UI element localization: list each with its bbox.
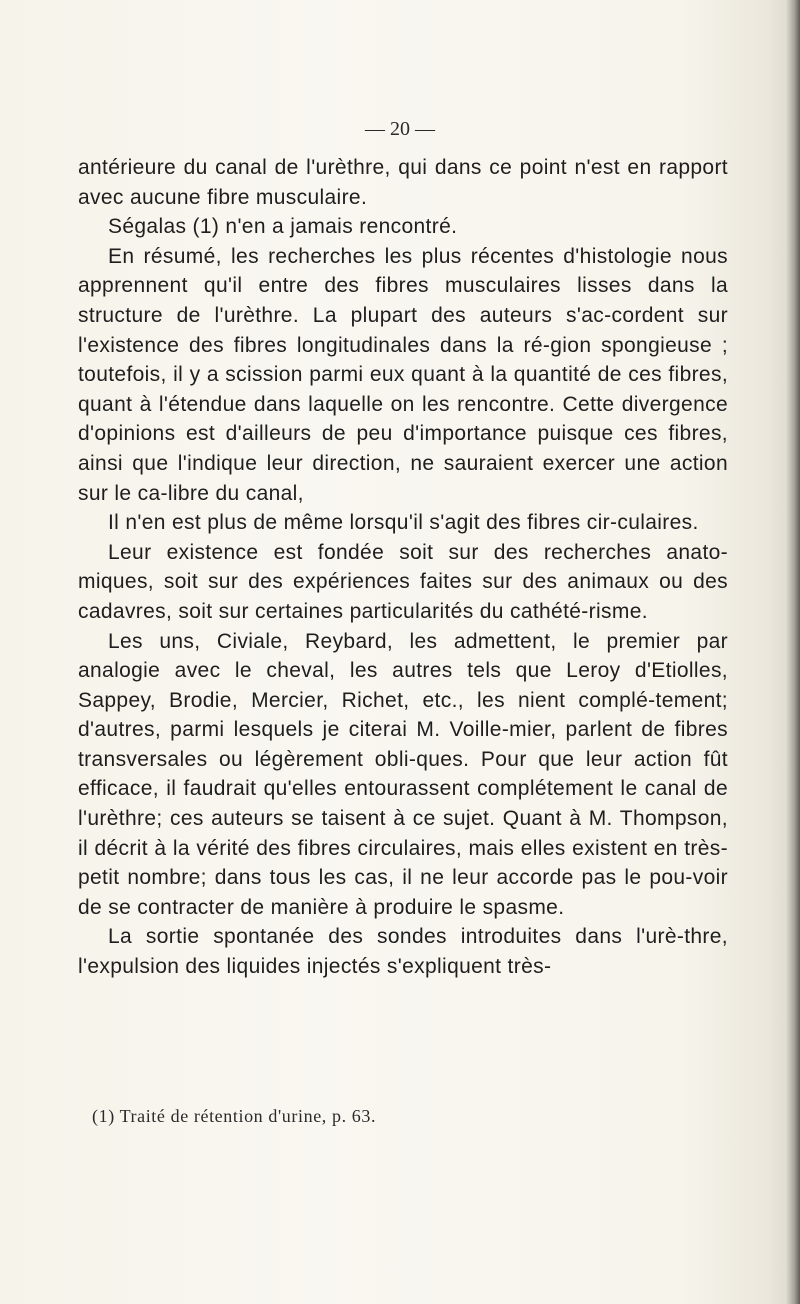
paragraph: antérieure du canal de l'urèthre, qui dans ce point n'est en rapport avec aucune fibre musculaire. <box>78 156 728 209</box>
paragraph: La sortie spontanée des sondes introduites dans l'urè-thre, l'expulsion des liquides injectés s'expliquent très- <box>78 925 728 979</box>
page-number: — 20 — <box>365 118 435 140</box>
paragraph: Les uns, Civiale, Reybard, les admettent, le premier par analogie avec le cheval, les autres tels que Leroy d'Etiolles, Sappey, Brodie, Mercier, Richet, etc., les nient complé-tement; d'autres, parmi lesquels je citerai M. Voille-mier, parlent de fibres transversales ou légèrement obli-ques. Pour que leur action fût efficace, il faudrait qu'elles entourassent complétement le canal de l'urèthre; ces auteurs se taisent à ce sujet. Quant à M. Thompson, il décrit à la vérité des fibres circulaires, mais elles existent en très-petit nombre; dans tous les cas, il ne leur accorde pas le pou-voir de se contracter de manière à produire le spasme. <box>78 629 728 919</box>
paragraph: Leur existence est fondée soit sur des recherches anato-miques, soit sur des expériences faites sur des animaux ou des cadavres, soit sur certaines particularités du cathété-risme. <box>78 540 728 623</box>
paragraph: Ségalas (1) n'en a jamais rencontré. <box>108 215 458 239</box>
paragraph: Il n'en est plus de même lorsqu'il s'agit des fibres cir-culaires. <box>108 511 699 535</box>
body-text <box>78 153 728 982</box>
footnote: (1) Traité de rétention d'urine, p. 63. <box>92 1106 377 1126</box>
page-edge-shadow <box>786 0 800 1304</box>
paragraph: En résumé, les recherches les plus récentes d'histologie nous apprennent qu'il entre des fibres musculaires lisses dans la structure de l'urèthre. La plupart des auteurs s'ac-cordent sur l'existence des fibres longitudinales dans la ré-gion spongieuse ; toutefois, il y a scission parmi eux quant à la quantité de ces fibres, quant à l'étendue dans laquelle on les rencontre. Cette divergence d'opinions est d'ailleurs de peu d'importance puisque ces fibres, ainsi que l'indique leur direction, ne sauraient exercer une action sur le ca-libre du canal, <box>78 244 728 505</box>
